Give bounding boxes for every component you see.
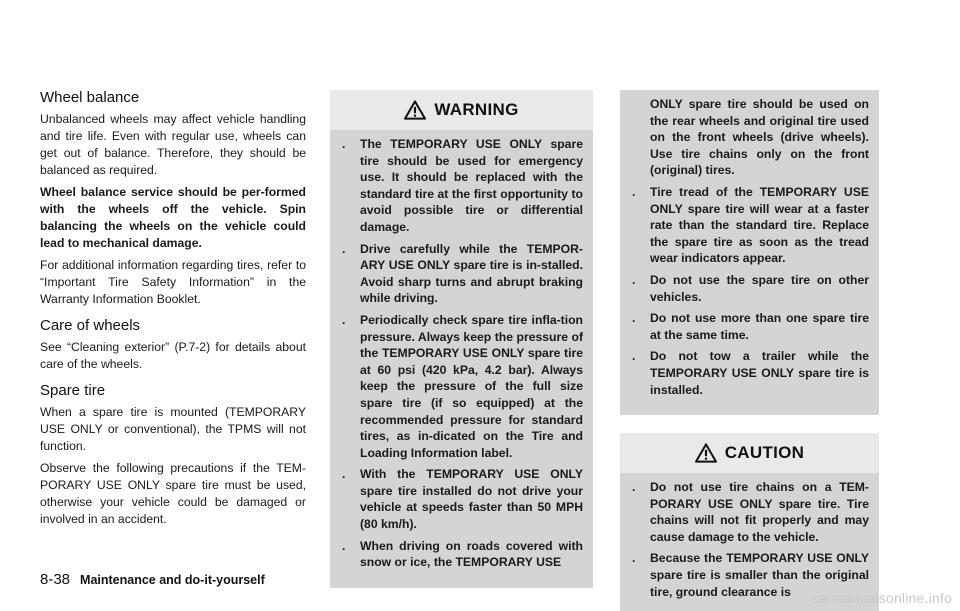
warning-box-continued	[620, 90, 879, 415]
warning-item: . Tire tread of the TEMPORARY USE ONLY spare tire will wear at a faster rate than the standard tire. Replace the spare tire as soon as the tread wear indicators appear.	[632, 184, 869, 266]
caution-header	[620, 433, 879, 473]
care-paragraph: See “Cleaning exterior” (P.7-2) for details about care of the wheels.	[40, 340, 306, 371]
warning-item: . Periodically check spare tire infla-tion pressure. Always keep the pressure of the TEMPORARY USE ONLY spare tire at 60 psi (420 kPa, 4.2 bar). Always keep the pressure of the full size spare tire (if so equipped) at the recommended pressure for standard tires, as in-dicated on the Tire and Loading Information label.	[342, 312, 583, 460]
bullet: .	[632, 349, 636, 364]
bullet: .	[632, 311, 636, 326]
warning-list	[340, 136, 583, 571]
caution-list	[630, 479, 869, 600]
page-number: 8-38	[40, 571, 71, 588]
section-title: Maintenance and do-it-yourself	[80, 573, 265, 587]
left-column	[40, 88, 306, 533]
caution-item: . Because the TEMPORARY USE ONLY spare tire is smaller than the original tire, ground clearance is	[632, 551, 869, 599]
bullet: .	[342, 467, 346, 482]
right-column	[620, 90, 879, 611]
bullet: .	[342, 137, 346, 151]
wheel-balance-paragraph-1: Unbalanced wheels may affect vehicle handling and tire life. Even with regular use, wheels can get out of balance. Therefore, they should be balanced as required.	[40, 112, 306, 177]
bullet: .	[342, 241, 346, 256]
spare-tire-paragraph-2: Observe the following precautions if the TEM-PORARY USE ONLY spare tire must be used, otherwise your vehicle could be damaged or involved in an accident.	[40, 461, 306, 526]
caution-triangle-icon	[695, 443, 717, 463]
warning-item: . When driving on roads covered with snow or ice, the TEMPORARY USE	[342, 538, 583, 570]
warning-item: . The TEMPORARY USE ONLY spare tire should be used for emergency use. It should be replaced with the standard tire at the first opportunity to avoid possible tire or differential damage.	[342, 137, 583, 234]
warning-box	[330, 90, 593, 588]
page-footer	[40, 571, 265, 588]
warning-item: . With the TEMPORARY USE ONLY spare tire installed do not drive your vehicle at speeds faster than 50 MPH (80 km/h).	[342, 467, 583, 532]
caution-item: . Do not use tire chains on a TEM-PORARY USE ONLY spare tire. Tire chains will not fit properly and may cause damage to the vehicle.	[632, 480, 869, 544]
watermark: carmanualsonline.info	[811, 590, 952, 606]
warning-item: . Do not use more than one spare tire at the same time.	[632, 311, 869, 342]
warning-item: . Drive carefully while the TEMPOR-ARY USE ONLY spare tire is in-stalled. Avoid sharp turns and abrupt braking while driving.	[342, 241, 583, 306]
warning-item: . Do not use the spare tire on other vehicles.	[632, 272, 869, 304]
warning-triangle-icon	[404, 100, 426, 120]
bullet: .	[342, 312, 346, 327]
warning-item-continued: ONLY spare tire should be used on the rear wheels and original tire used on the front wheels (drive wheels). Use tire chains only on the front (original) tires.	[650, 97, 869, 178]
heading-spare-tire: Spare tire	[40, 382, 106, 399]
heading-care-of-wheels: Care of wheels	[40, 317, 141, 334]
bullet: .	[632, 551, 636, 566]
bullet: .	[342, 538, 346, 553]
warning-list-continued	[630, 96, 869, 398]
warning-item: . Do not tow a trailer while the TEMPORARY USE ONLY spare tire is installed.	[632, 349, 869, 397]
bullet: .	[632, 480, 636, 495]
wheel-balance-paragraph-3: For additional information regarding tires, refer to “Important Tire Safety Information” in the Warranty Information Booklet.	[40, 258, 306, 306]
caution-box	[620, 433, 879, 611]
warning-header	[330, 90, 593, 130]
bullet: .	[632, 272, 636, 287]
bullet: .	[632, 184, 636, 199]
warning-title: WARNING	[434, 100, 519, 119]
heading-wheel-balance: Wheel balance	[40, 89, 140, 106]
spare-tire-paragraph-1: When a spare tire is mounted (TEMPORARY USE ONLY or conventional), the TPMS will not function.	[40, 405, 306, 453]
wheel-balance-paragraph-2: Wheel balance service should be per-formed with the wheels off the vehicle. Spin balancing the wheels on the vehicle could lead to mechanical damage.	[40, 185, 306, 250]
middle-column	[330, 90, 593, 588]
caution-title: CAUTION	[724, 443, 805, 463]
